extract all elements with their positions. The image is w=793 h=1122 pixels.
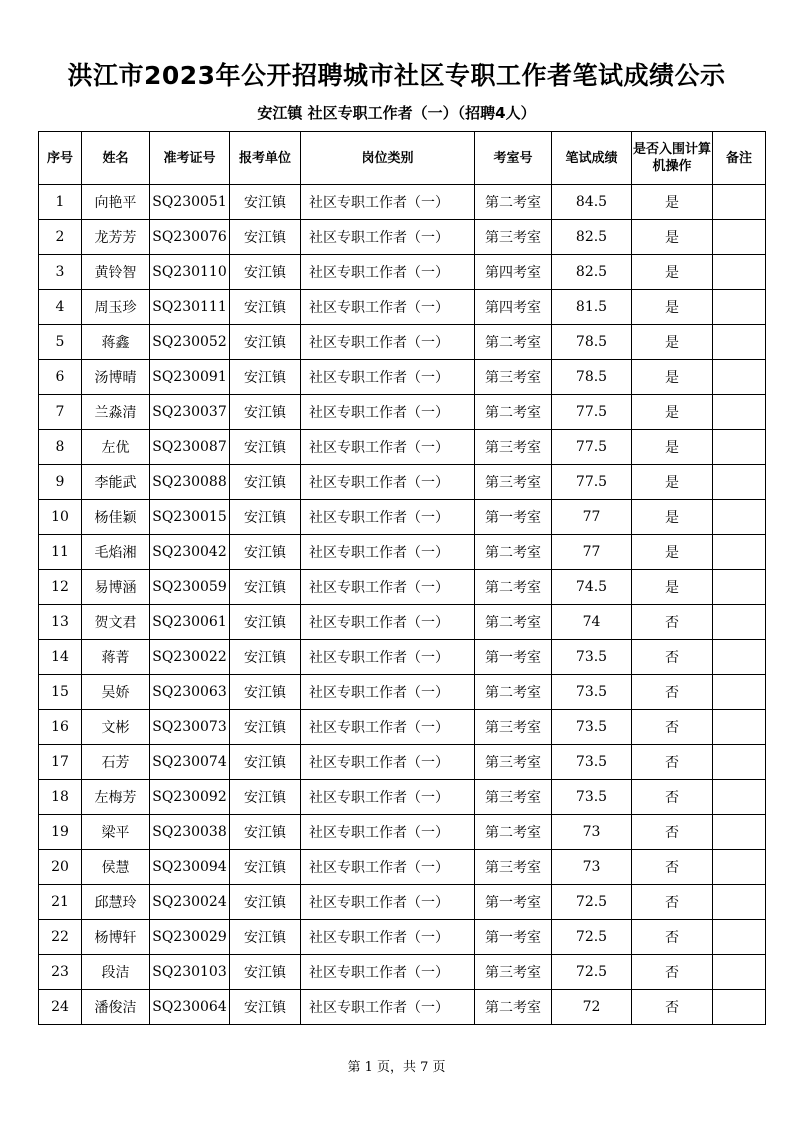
- cell-position: 社区专职工作者（一）: [301, 675, 475, 710]
- header-name: 姓名: [82, 132, 150, 185]
- cell-ticket: SQ230110: [150, 255, 230, 290]
- cell-name: 毛焰湘: [82, 535, 150, 570]
- cell-name: 龙芳芳: [82, 220, 150, 255]
- cell-unit: 安江镇: [230, 710, 301, 745]
- page-footer: 第 1 页，共 7 页: [347, 1060, 446, 1075]
- cell-qualified: 否: [632, 640, 713, 675]
- table-row: [39, 710, 766, 745]
- cell-room: 第三考室: [475, 955, 552, 990]
- cell-score: 73.5: [552, 675, 632, 710]
- cell-room: 第三考室: [475, 710, 552, 745]
- cell-score: 72: [552, 990, 632, 1025]
- cell-position: 社区专职工作者（一）: [301, 185, 475, 220]
- cell-no: 20: [39, 850, 82, 885]
- cell-remark: [713, 395, 766, 430]
- cell-remark: [713, 640, 766, 675]
- cell-position: 社区专职工作者（一）: [301, 360, 475, 395]
- cell-qualified: 否: [632, 710, 713, 745]
- cell-qualified: 否: [632, 885, 713, 920]
- cell-position: 社区专职工作者（一）: [301, 710, 475, 745]
- cell-no: 21: [39, 885, 82, 920]
- cell-score: 77.5: [552, 430, 632, 465]
- cell-score: 77: [552, 500, 632, 535]
- cell-position: 社区专职工作者（一）: [301, 395, 475, 430]
- cell-qualified: 否: [632, 605, 713, 640]
- cell-unit: 安江镇: [230, 325, 301, 360]
- cell-unit: 安江镇: [230, 675, 301, 710]
- cell-score: 74: [552, 605, 632, 640]
- cell-room: 第二考室: [475, 990, 552, 1025]
- cell-name: 吴娇: [82, 675, 150, 710]
- cell-unit: 安江镇: [230, 255, 301, 290]
- cell-room: 第三考室: [475, 745, 552, 780]
- cell-room: 第二考室: [475, 185, 552, 220]
- header-position: 岗位类别: [301, 132, 475, 185]
- table-row: [39, 570, 766, 605]
- cell-qualified: 否: [632, 955, 713, 990]
- cell-name: 文彬: [82, 710, 150, 745]
- cell-position: 社区专职工作者（一）: [301, 955, 475, 990]
- cell-name: 汤博晴: [82, 360, 150, 395]
- cell-no: 24: [39, 990, 82, 1025]
- cell-score: 77.5: [552, 395, 632, 430]
- cell-room: 第四考室: [475, 290, 552, 325]
- cell-ticket: SQ230022: [150, 640, 230, 675]
- cell-ticket: SQ230074: [150, 745, 230, 780]
- cell-qualified: 是: [632, 500, 713, 535]
- cell-room: 第一考室: [475, 920, 552, 955]
- cell-no: 8: [39, 430, 82, 465]
- cell-position: 社区专职工作者（一）: [301, 920, 475, 955]
- cell-remark: [713, 535, 766, 570]
- cell-unit: 安江镇: [230, 465, 301, 500]
- cell-no: 22: [39, 920, 82, 955]
- cell-remark: [713, 955, 766, 990]
- cell-unit: 安江镇: [230, 360, 301, 395]
- cell-remark: [713, 430, 766, 465]
- cell-remark: [713, 500, 766, 535]
- cell-no: 1: [39, 185, 82, 220]
- table-row: [39, 955, 766, 990]
- table-row: [39, 675, 766, 710]
- cell-no: 12: [39, 570, 82, 605]
- cell-remark: [713, 360, 766, 395]
- cell-ticket: SQ230103: [150, 955, 230, 990]
- cell-room: 第三考室: [475, 430, 552, 465]
- cell-room: 第三考室: [475, 465, 552, 500]
- header-ticket: 准考证号: [150, 132, 230, 185]
- page-title: 洪江市2023年公开招聘城市社区专职工作者笔试成绩公示: [67, 61, 726, 90]
- cell-no: 23: [39, 955, 82, 990]
- cell-room: 第二考室: [475, 605, 552, 640]
- cell-position: 社区专职工作者（一）: [301, 465, 475, 500]
- cell-name: 易博涵: [82, 570, 150, 605]
- cell-no: 14: [39, 640, 82, 675]
- cell-score: 77.5: [552, 465, 632, 500]
- cell-qualified: 是: [632, 535, 713, 570]
- cell-room: 第二考室: [475, 675, 552, 710]
- header-score: 笔试成绩: [552, 132, 632, 185]
- table-row: [39, 745, 766, 780]
- cell-name: 侯慧: [82, 850, 150, 885]
- cell-remark: [713, 920, 766, 955]
- cell-name: 杨佳颖: [82, 500, 150, 535]
- cell-position: 社区专职工作者（一）: [301, 745, 475, 780]
- cell-unit: 安江镇: [230, 395, 301, 430]
- table-row: [39, 920, 766, 955]
- cell-remark: [713, 220, 766, 255]
- cell-no: 9: [39, 465, 82, 500]
- cell-unit: 安江镇: [230, 430, 301, 465]
- cell-no: 16: [39, 710, 82, 745]
- table-row: [39, 255, 766, 290]
- cell-remark: [713, 710, 766, 745]
- cell-ticket: SQ230038: [150, 815, 230, 850]
- cell-position: 社区专职工作者（一）: [301, 325, 475, 360]
- cell-position: 社区专职工作者（一）: [301, 535, 475, 570]
- cell-unit: 安江镇: [230, 850, 301, 885]
- cell-name: 潘俊洁: [82, 990, 150, 1025]
- cell-ticket: SQ230059: [150, 570, 230, 605]
- cell-name: 蒋鑫: [82, 325, 150, 360]
- table-header-row: [39, 132, 766, 185]
- cell-unit: 安江镇: [230, 500, 301, 535]
- cell-score: 72.5: [552, 955, 632, 990]
- cell-remark: [713, 850, 766, 885]
- cell-ticket: SQ230094: [150, 850, 230, 885]
- cell-position: 社区专职工作者（一）: [301, 430, 475, 465]
- cell-qualified: 否: [632, 675, 713, 710]
- cell-name: 左梅芳: [82, 780, 150, 815]
- cell-remark: [713, 255, 766, 290]
- cell-room: 第二考室: [475, 395, 552, 430]
- cell-score: 72.5: [552, 885, 632, 920]
- cell-room: 第二考室: [475, 325, 552, 360]
- cell-score: 74.5: [552, 570, 632, 605]
- cell-qualified: 否: [632, 850, 713, 885]
- cell-position: 社区专职工作者（一）: [301, 850, 475, 885]
- cell-remark: [713, 570, 766, 605]
- cell-unit: 安江镇: [230, 990, 301, 1025]
- cell-room: 第二考室: [475, 535, 552, 570]
- cell-room: 第一考室: [475, 500, 552, 535]
- cell-no: 2: [39, 220, 82, 255]
- cell-ticket: SQ230088: [150, 465, 230, 500]
- cell-no: 13: [39, 605, 82, 640]
- cell-unit: 安江镇: [230, 290, 301, 325]
- cell-qualified: 是: [632, 570, 713, 605]
- cell-remark: [713, 780, 766, 815]
- cell-ticket: SQ230061: [150, 605, 230, 640]
- cell-name: 段洁: [82, 955, 150, 990]
- cell-ticket: SQ230064: [150, 990, 230, 1025]
- cell-ticket: SQ230042: [150, 535, 230, 570]
- cell-room: 第四考室: [475, 255, 552, 290]
- cell-qualified: 是: [632, 325, 713, 360]
- table-row: [39, 465, 766, 500]
- cell-unit: 安江镇: [230, 185, 301, 220]
- cell-unit: 安江镇: [230, 815, 301, 850]
- cell-position: 社区专职工作者（一）: [301, 605, 475, 640]
- cell-position: 社区专职工作者（一）: [301, 570, 475, 605]
- cell-qualified: 是: [632, 465, 713, 500]
- cell-unit: 安江镇: [230, 955, 301, 990]
- cell-score: 78.5: [552, 360, 632, 395]
- table-row: [39, 605, 766, 640]
- score-table: [38, 131, 766, 1025]
- cell-qualified: 是: [632, 290, 713, 325]
- cell-score: 72.5: [552, 920, 632, 955]
- cell-name: 左优: [82, 430, 150, 465]
- table-row: [39, 815, 766, 850]
- table-row: [39, 430, 766, 465]
- cell-no: 10: [39, 500, 82, 535]
- cell-ticket: SQ230087: [150, 430, 230, 465]
- table-row: [39, 640, 766, 675]
- cell-room: 第三考室: [475, 850, 552, 885]
- cell-no: 7: [39, 395, 82, 430]
- cell-score: 78.5: [552, 325, 632, 360]
- cell-name: 李能武: [82, 465, 150, 500]
- table-row: [39, 325, 766, 360]
- cell-name: 梁平: [82, 815, 150, 850]
- cell-score: 81.5: [552, 290, 632, 325]
- cell-name: 兰淼清: [82, 395, 150, 430]
- cell-remark: [713, 815, 766, 850]
- cell-qualified: 否: [632, 745, 713, 780]
- cell-remark: [713, 605, 766, 640]
- header-no: 序号: [39, 132, 82, 185]
- table-row: [39, 220, 766, 255]
- table-row: [39, 185, 766, 220]
- cell-ticket: SQ230029: [150, 920, 230, 955]
- cell-no: 19: [39, 815, 82, 850]
- cell-position: 社区专职工作者（一）: [301, 780, 475, 815]
- cell-no: 17: [39, 745, 82, 780]
- cell-qualified: 是: [632, 220, 713, 255]
- cell-room: 第三考室: [475, 780, 552, 815]
- cell-score: 73.5: [552, 780, 632, 815]
- cell-no: 18: [39, 780, 82, 815]
- table-row: [39, 395, 766, 430]
- cell-name: 贺文君: [82, 605, 150, 640]
- cell-remark: [713, 185, 766, 220]
- header-qualified: 是否入围计算机操作: [632, 132, 713, 185]
- cell-ticket: SQ230024: [150, 885, 230, 920]
- cell-no: 3: [39, 255, 82, 290]
- cell-unit: 安江镇: [230, 220, 301, 255]
- cell-name: 杨博轩: [82, 920, 150, 955]
- cell-score: 73: [552, 850, 632, 885]
- cell-remark: [713, 885, 766, 920]
- cell-unit: 安江镇: [230, 605, 301, 640]
- cell-score: 73.5: [552, 745, 632, 780]
- cell-remark: [713, 745, 766, 780]
- cell-qualified: 是: [632, 430, 713, 465]
- cell-room: 第三考室: [475, 360, 552, 395]
- cell-score: 73.5: [552, 710, 632, 745]
- table-row: [39, 780, 766, 815]
- table-body: [39, 185, 766, 1025]
- cell-qualified: 否: [632, 815, 713, 850]
- cell-score: 73: [552, 815, 632, 850]
- cell-position: 社区专职工作者（一）: [301, 990, 475, 1025]
- cell-score: 73.5: [552, 640, 632, 675]
- cell-qualified: 否: [632, 780, 713, 815]
- cell-qualified: 是: [632, 185, 713, 220]
- cell-name: 蒋菁: [82, 640, 150, 675]
- cell-position: 社区专职工作者（一）: [301, 815, 475, 850]
- cell-qualified: 否: [632, 990, 713, 1025]
- cell-score: 82.5: [552, 220, 632, 255]
- cell-room: 第一考室: [475, 885, 552, 920]
- cell-position: 社区专职工作者（一）: [301, 500, 475, 535]
- cell-score: 77: [552, 535, 632, 570]
- header-room: 考室号: [475, 132, 552, 185]
- cell-position: 社区专职工作者（一）: [301, 290, 475, 325]
- cell-remark: [713, 290, 766, 325]
- table-row: [39, 990, 766, 1025]
- header-remark: 备注: [713, 132, 766, 185]
- cell-name: 石芳: [82, 745, 150, 780]
- cell-unit: 安江镇: [230, 885, 301, 920]
- page-subtitle: 安江镇 社区专职工作者（一）（招聘4人）: [257, 104, 536, 122]
- cell-qualified: 是: [632, 395, 713, 430]
- cell-unit: 安江镇: [230, 640, 301, 675]
- cell-name: 向艳平: [82, 185, 150, 220]
- cell-ticket: SQ230111: [150, 290, 230, 325]
- cell-ticket: SQ230073: [150, 710, 230, 745]
- cell-no: 6: [39, 360, 82, 395]
- cell-position: 社区专职工作者（一）: [301, 220, 475, 255]
- cell-room: 第一考室: [475, 640, 552, 675]
- cell-no: 15: [39, 675, 82, 710]
- table-row: [39, 500, 766, 535]
- cell-qualified: 是: [632, 255, 713, 290]
- cell-name: 邱慧玲: [82, 885, 150, 920]
- cell-no: 4: [39, 290, 82, 325]
- cell-score: 84.5: [552, 185, 632, 220]
- cell-unit: 安江镇: [230, 570, 301, 605]
- cell-remark: [713, 465, 766, 500]
- cell-name: 周玉珍: [82, 290, 150, 325]
- cell-room: 第三考室: [475, 220, 552, 255]
- cell-ticket: SQ230092: [150, 780, 230, 815]
- cell-ticket: SQ230015: [150, 500, 230, 535]
- cell-no: 5: [39, 325, 82, 360]
- table-row: [39, 360, 766, 395]
- cell-remark: [713, 990, 766, 1025]
- cell-remark: [713, 675, 766, 710]
- table-row: [39, 885, 766, 920]
- cell-ticket: SQ230091: [150, 360, 230, 395]
- cell-ticket: SQ230051: [150, 185, 230, 220]
- cell-ticket: SQ230063: [150, 675, 230, 710]
- cell-position: 社区专职工作者（一）: [301, 255, 475, 290]
- cell-qualified: 是: [632, 360, 713, 395]
- cell-ticket: SQ230076: [150, 220, 230, 255]
- cell-unit: 安江镇: [230, 780, 301, 815]
- table-row: [39, 535, 766, 570]
- table-row: [39, 290, 766, 325]
- cell-unit: 安江镇: [230, 535, 301, 570]
- cell-room: 第二考室: [475, 570, 552, 605]
- cell-ticket: SQ230052: [150, 325, 230, 360]
- table-row: [39, 850, 766, 885]
- cell-position: 社区专职工作者（一）: [301, 640, 475, 675]
- cell-qualified: 否: [632, 920, 713, 955]
- header-unit: 报考单位: [230, 132, 301, 185]
- cell-ticket: SQ230037: [150, 395, 230, 430]
- cell-remark: [713, 325, 766, 360]
- cell-position: 社区专职工作者（一）: [301, 885, 475, 920]
- cell-unit: 安江镇: [230, 920, 301, 955]
- cell-room: 第二考室: [475, 815, 552, 850]
- cell-score: 82.5: [552, 255, 632, 290]
- cell-unit: 安江镇: [230, 745, 301, 780]
- cell-no: 11: [39, 535, 82, 570]
- cell-name: 黄铃智: [82, 255, 150, 290]
